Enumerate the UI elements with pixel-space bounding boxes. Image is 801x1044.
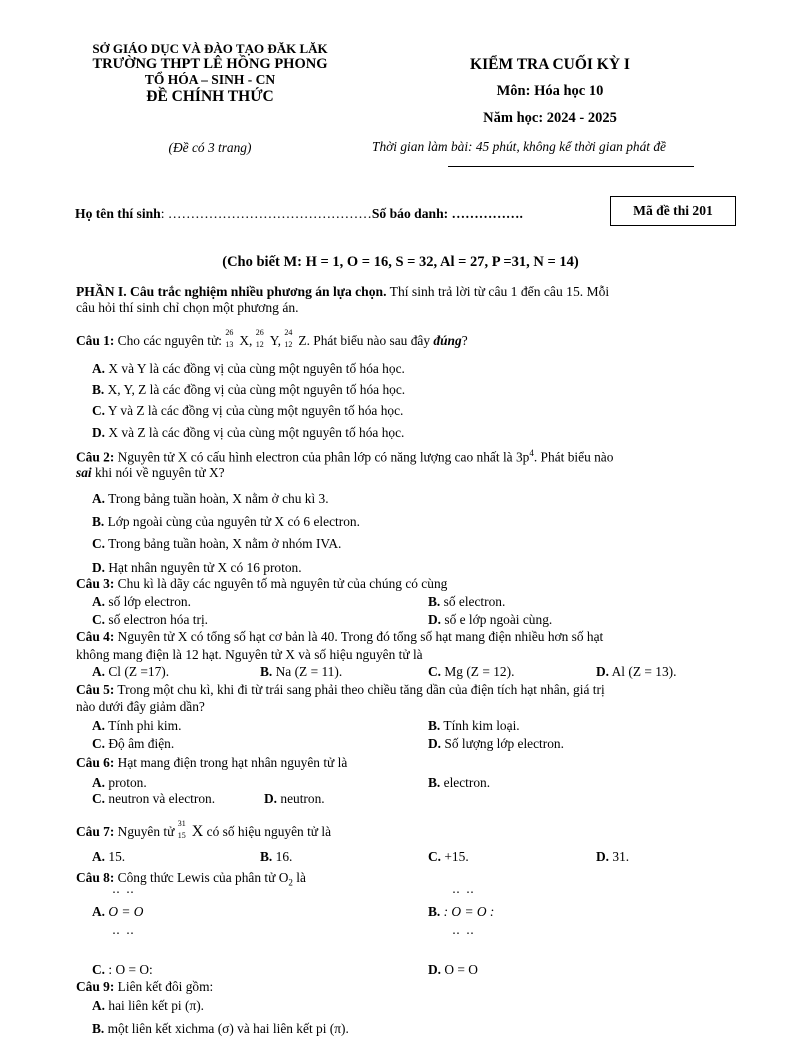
option-letter: C. (92, 791, 106, 806)
q5-option-d[interactable] (428, 736, 564, 752)
option-letter: A. (92, 775, 106, 790)
option-letter: D. (264, 791, 278, 806)
question-text: Nguyên tử X có tổng số hạt cơ bản là 40. Trong đó tổng số hạt mang điện nhiều hơn số hạt (114, 629, 604, 644)
option-letter: A. (92, 361, 106, 376)
option-letter: A. (92, 718, 106, 733)
option-text: 15. (105, 849, 126, 864)
question-text: Công thức Lewis của phân tử O (114, 870, 289, 885)
q7-option-d[interactable] (596, 849, 629, 865)
department-name: SỞ GIÁO DỤC VÀ ĐÀO TẠO ĐĂK LĂK (92, 41, 328, 56)
option-letter: B. (260, 849, 273, 864)
q8-option-d[interactable] (428, 962, 478, 978)
option-letter: A. (92, 491, 106, 506)
subject: Môn: Hóa học 10 (496, 83, 604, 99)
option-text: hai liên kết pi (π). (105, 998, 205, 1013)
question-number: Câu 6: (76, 755, 115, 770)
option-letter: B. (92, 514, 105, 529)
option-text: : O = O: (105, 962, 153, 977)
q5-option-a[interactable] (92, 718, 181, 734)
option-text: Na (Z = 11). (272, 664, 343, 679)
part1-desc-line1: Thí sinh trả lời từ câu 1 đến câu 15. Mỗi (386, 284, 610, 299)
isotope-x (225, 327, 239, 349)
question-text: Nguyên tử (114, 824, 178, 839)
option-letter: A. (92, 904, 106, 919)
question-text: Cho các nguyên tử: (114, 333, 226, 348)
q5-option-c[interactable] (92, 736, 174, 752)
option-text: : O = O : (440, 904, 495, 919)
option-letter: D. (596, 849, 610, 864)
option-letter: C. (428, 664, 442, 679)
option-letter: D. (428, 612, 442, 627)
lone-pair-dots: ‥‥ (112, 882, 141, 896)
q8-option-a[interactable] (92, 904, 143, 920)
q4-option-b[interactable] (260, 664, 342, 680)
question-6 (76, 755, 347, 771)
question-number: Câu 9: (76, 979, 115, 994)
q3-option-d[interactable] (428, 612, 552, 628)
option-text: 16. (272, 849, 293, 864)
option-letter: C. (92, 612, 106, 627)
mass-number: 31 (177, 818, 186, 828)
question-number: Câu 5: (76, 682, 115, 697)
q7-option-a[interactable] (92, 849, 125, 865)
part1-heading (76, 284, 609, 300)
option-text: số lớp electron. (105, 594, 191, 609)
question-number: Câu 7: (76, 824, 115, 839)
atomic-number: 12 (284, 339, 293, 349)
subscript: 2 (288, 877, 293, 888)
option-letter: B. (428, 718, 441, 733)
element-symbol: X (239, 333, 250, 348)
atomic-number: 15 (177, 830, 186, 840)
exam-code-box: Mã đề thi 201 (610, 196, 736, 226)
option-letter: C. (92, 962, 106, 977)
question-text: Chu kì là dãy các nguyên tố mà nguyên tử của chúng có cùng (114, 576, 448, 591)
option-text: Trong bảng tuần hoàn, X nằm ở chu kì 3. (105, 491, 329, 506)
header-rule (448, 166, 694, 167)
option-text: Al (Z = 13). (609, 664, 677, 679)
option-letter: B. (428, 904, 441, 919)
option-letter: D. (428, 736, 442, 751)
q1-option-c[interactable] (92, 403, 403, 419)
question-4-line2: không mang điện là 12 hạt. Nguyên tử X và số hiệu nguyên tử là (76, 647, 423, 662)
school-name: TRƯỜNG THPT LÊ HỒNG PHONG (92, 56, 328, 72)
q7-option-c[interactable] (428, 849, 469, 865)
option-letter: C. (92, 536, 106, 551)
question-number: Câu 4: (76, 629, 115, 644)
option-letter: A. (92, 849, 106, 864)
option-text: một liên kết xichma (σ) và hai liên kết pi (π). (104, 1021, 349, 1036)
question-7 (76, 818, 332, 841)
option-letter: A. (92, 998, 106, 1013)
official-label: ĐỀ CHÍNH THỨC (146, 88, 274, 105)
option-letter: D. (92, 425, 106, 440)
q6-option-b[interactable] (428, 775, 490, 791)
option-text: Tính kim loại. (440, 718, 520, 733)
option-text: electron. (440, 775, 491, 790)
question-9 (76, 979, 213, 995)
q1-option-a[interactable] (92, 361, 405, 377)
question-2-line2 (76, 465, 225, 481)
student-id-field[interactable]: Số báo danh: ……………. (371, 206, 523, 221)
question-1 (76, 327, 468, 349)
question-text: Nguyên tử X có cấu hình electron của phân lớp có năng lượng cao nhất là 3p (114, 449, 530, 465)
option-text: O = O (441, 962, 478, 977)
option-text: neutron. (277, 791, 325, 806)
student-name-label: Họ tên thí sinh (75, 206, 161, 221)
q9-option-a[interactable] (92, 998, 204, 1014)
question-2 (76, 448, 613, 465)
q6-option-c[interactable] (92, 791, 215, 807)
separator: , (249, 333, 256, 348)
option-text: Tính phi kim. (105, 718, 182, 733)
question-text: Trong một chu kì, khi đi từ trái sang phải theo chiều tăng dần của điện tích hạt nhân, giá trị (114, 682, 605, 697)
question-5 (76, 682, 605, 698)
emphasis-word: đúng (433, 333, 462, 348)
element-symbol: Z (298, 333, 307, 348)
option-letter: B. (92, 382, 105, 397)
option-text: proton. (105, 775, 147, 790)
mass-number: 24 (284, 327, 293, 337)
q7-option-b[interactable] (260, 849, 292, 865)
q4-option-d[interactable] (596, 664, 676, 680)
q6-option-d[interactable] (264, 791, 325, 807)
option-text: Y và Z là các đồng vị của cùng một nguyên tố hóa học. (105, 403, 404, 418)
q3-option-a[interactable] (92, 594, 191, 610)
option-letter: B. (92, 1021, 105, 1036)
q2-option-b[interactable] (92, 514, 360, 530)
option-text: X, Y, Z là các đồng vị của cùng một nguyên tố hóa học. (104, 382, 406, 397)
q4-option-c[interactable] (428, 664, 514, 680)
question-5-line2: nào dưới đây giảm dần? (76, 699, 205, 714)
question-text: là (292, 870, 306, 885)
question-text: . Phát biểu nào (533, 449, 614, 465)
option-text: X và Y là các đồng vị của cùng một nguyên tố hóa học. (105, 361, 405, 376)
time-limit: Thời gian làm bài: 45 phút, không kể thời gian phát đề (372, 139, 666, 154)
option-text: số electron hóa trị. (105, 612, 209, 627)
question-number: Câu 3: (76, 576, 115, 591)
part1-desc-line2: câu hỏi thí sinh chỉ chọn một phương án. (76, 300, 299, 315)
question-4 (76, 629, 603, 645)
q2-option-a[interactable] (92, 491, 329, 507)
q1-option-d[interactable] (92, 425, 404, 441)
isotope-z (284, 327, 298, 349)
q3-option-b[interactable] (428, 594, 505, 610)
atomic-mass-note: (Cho biết M: H = 1, O = 16, S = 32, Al = 27, P =31, N = 14) (222, 254, 579, 270)
q8-option-b[interactable] (428, 904, 494, 920)
option-text: Lớp ngoài cùng của nguyên tử X có 6 electron. (104, 514, 360, 529)
option-letter: C. (92, 403, 106, 418)
q8-option-c[interactable] (92, 962, 153, 978)
question-number: Câu 1: (76, 333, 115, 348)
option-text: O = O (105, 904, 144, 919)
option-text: Độ âm điện. (105, 736, 175, 751)
option-letter: A. (92, 664, 106, 679)
question-3 (76, 576, 447, 592)
page-count-note: (Đề có 3 trang) (168, 140, 252, 155)
separator: , (277, 333, 285, 348)
option-text: Trong bảng tuần hoàn, X nằm ở nhóm IVA. (105, 536, 342, 551)
option-letter: D. (596, 664, 610, 679)
lone-pair-dots: ‥‥ (452, 923, 481, 937)
isotope-y (255, 327, 270, 349)
lone-pair-dots: ‥‥ (452, 882, 481, 896)
option-letter: A. (92, 594, 106, 609)
q2-option-d[interactable] (92, 560, 302, 576)
department-group: TỔ HÓA – SINH - CN (144, 72, 276, 87)
option-letter: D. (92, 560, 106, 575)
school-year: Năm học: 2024 - 2025 (483, 110, 617, 126)
superscript: 4 (529, 448, 534, 458)
option-text: Mg (Z = 12). (441, 664, 515, 679)
option-letter: C. (428, 849, 442, 864)
option-text: Số lượng lớp electron. (441, 736, 564, 751)
q4-option-a[interactable] (92, 664, 169, 680)
question-text: ? (461, 333, 468, 348)
part1-title: PHẦN I. Câu trắc nghiệm nhiều phương án lựa chọn. (76, 284, 387, 299)
q3-option-c[interactable] (92, 612, 208, 628)
element-symbol: X (191, 823, 204, 840)
q9-option-b[interactable] (92, 1021, 349, 1037)
q5-option-b[interactable] (428, 718, 520, 734)
atomic-number: 12 (255, 339, 264, 349)
q6-option-a[interactable] (92, 775, 147, 791)
question-text: Hạt mang điện trong hạt nhân nguyên tử là (114, 755, 348, 770)
question-text: Phát biểu nào sau đây (313, 333, 434, 348)
option-letter: B. (428, 594, 441, 609)
option-text: +15. (441, 849, 469, 864)
lone-pair-dots: ‥‥ (112, 923, 141, 937)
question-text: Liên kết đôi gồm: (114, 979, 214, 994)
q1-option-b[interactable] (92, 382, 405, 398)
atomic-number: 13 (225, 339, 234, 349)
option-text: số electron. (440, 594, 506, 609)
question-number: Câu 2: (76, 449, 115, 465)
q2-option-c[interactable] (92, 536, 341, 552)
option-letter: B. (260, 664, 273, 679)
mass-number: 26 (255, 327, 264, 337)
option-text: X và Z là các đồng vị của cùng một nguyên tố hóa học. (105, 425, 405, 440)
element-symbol: Y (269, 333, 278, 348)
separator: . (306, 333, 314, 348)
question-number: Câu 8: (76, 870, 115, 885)
option-letter: D. (428, 962, 442, 977)
student-info-line (75, 206, 523, 222)
mass-number: 26 (225, 327, 234, 337)
option-letter: B. (428, 775, 441, 790)
option-text: Hạt nhân nguyên tử X có 16 proton. (105, 560, 302, 575)
question-text: khi nói về nguyên tử X? (91, 465, 225, 480)
option-text: số e lớp ngoài cùng. (441, 612, 553, 627)
question-8 (76, 870, 306, 888)
exam-title: KIỂM TRA CUỐI KỲ I (470, 56, 630, 73)
option-text: neutron và electron. (105, 791, 216, 806)
emphasis-word: sai (76, 465, 92, 480)
isotope-x (177, 818, 192, 840)
option-text: 31. (609, 849, 630, 864)
student-name-field[interactable]: : ……………………………………… (160, 206, 372, 221)
option-letter: C. (92, 736, 106, 751)
option-text: Cl (Z =17). (105, 664, 170, 679)
question-text: có số hiệu nguyên tử là (203, 824, 332, 839)
